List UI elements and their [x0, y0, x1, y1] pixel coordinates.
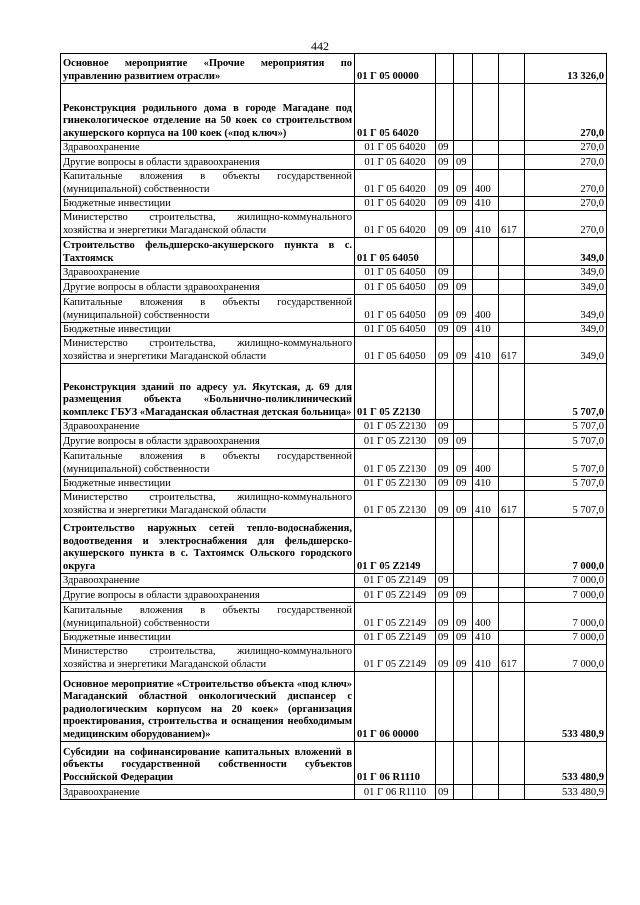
item-name: Здравоохранение — [61, 141, 355, 155]
section-code: 09 — [436, 434, 454, 449]
section-code: 09 — [436, 280, 454, 295]
table-row — [61, 295, 607, 323]
item-name: Субсидии на софинансирование капитальных вложений в объекты государственной собственности субъектов Российской Федерации — [61, 742, 355, 785]
target-article-code: 01 Г 05 Z2130 — [355, 477, 436, 491]
subsection-code — [454, 672, 473, 742]
table-row — [61, 266, 607, 280]
target-article-code: 01 Г 05 64050 — [355, 266, 436, 280]
target-article-code: 01 Г 05 64050 — [355, 337, 436, 364]
expense-type-code — [473, 420, 499, 434]
amount: 5 707,0 — [525, 449, 607, 477]
subsection-code: 09 — [454, 295, 473, 323]
amount: 5 707,0 — [525, 491, 607, 518]
subsection-code — [454, 84, 473, 141]
table-row — [61, 84, 607, 141]
subsection-code: 09 — [454, 197, 473, 211]
amount: 270,0 — [525, 211, 607, 238]
table-row — [61, 631, 607, 645]
expense-type-code: 410 — [473, 197, 499, 211]
item-name: Здравоохранение — [61, 420, 355, 434]
budget-table — [60, 53, 607, 800]
subsection-code — [454, 141, 473, 155]
target-article-code: 01 Г 05 Z2130 — [355, 420, 436, 434]
administrator-code — [499, 197, 525, 211]
section-code: 09 — [436, 170, 454, 197]
table-row — [61, 491, 607, 518]
administrator-code — [499, 518, 525, 574]
subsection-code: 09 — [454, 323, 473, 337]
section-code — [436, 364, 454, 420]
subsection-code: 09 — [454, 645, 473, 672]
target-article-code: 01 Г 05 Z2130 — [355, 449, 436, 477]
amount: 5 707,0 — [525, 364, 607, 420]
expense-type-code — [473, 54, 499, 84]
amount: 7 000,0 — [525, 518, 607, 574]
administrator-code — [499, 672, 525, 742]
administrator-code — [499, 266, 525, 280]
section-code: 09 — [436, 420, 454, 434]
administrator-code — [499, 54, 525, 84]
amount: 349,0 — [525, 238, 607, 266]
subsection-code — [454, 364, 473, 420]
section-code: 09 — [436, 337, 454, 364]
target-article-code: 01 Г 06 R1110 — [355, 785, 436, 800]
item-name: Основное мероприятие «Строительство объекта «под ключ» Магаданский областной онкологический диспансер с радиологическим корпусом на 20 коек» (организация проектирования, строительства и оснащения необходимым медицинским оборудованием)» — [61, 672, 355, 742]
section-code: 09 — [436, 211, 454, 238]
section-code: 09 — [436, 631, 454, 645]
table-row — [61, 574, 607, 588]
subsection-code: 09 — [454, 280, 473, 295]
subsection-code: 09 — [454, 588, 473, 603]
item-name: Здравоохранение — [61, 574, 355, 588]
administrator-code — [499, 785, 525, 800]
subsection-code — [454, 574, 473, 588]
administrator-code — [499, 742, 525, 785]
amount: 270,0 — [525, 155, 607, 170]
amount: 7 000,0 — [525, 631, 607, 645]
table-row — [61, 170, 607, 197]
table-row — [61, 603, 607, 631]
subsection-code: 09 — [454, 631, 473, 645]
expense-type-code: 410 — [473, 645, 499, 672]
section-code: 09 — [436, 588, 454, 603]
item-name: Другие вопросы в области здравоохранения — [61, 280, 355, 295]
target-article-code: 01 Г 05 Z2149 — [355, 603, 436, 631]
target-article-code: 01 Г 05 64020 — [355, 84, 436, 141]
amount: 349,0 — [525, 295, 607, 323]
amount: 270,0 — [525, 84, 607, 141]
administrator-code — [499, 574, 525, 588]
administrator-code — [499, 323, 525, 337]
table-row — [61, 280, 607, 295]
expense-type-code — [473, 238, 499, 266]
administrator-code — [499, 295, 525, 323]
item-name: Капитальные вложения в объекты государственной (муниципальной) собственности — [61, 170, 355, 197]
table-row — [61, 588, 607, 603]
subsection-code: 09 — [454, 155, 473, 170]
amount: 533 480,9 — [525, 742, 607, 785]
section-code: 09 — [436, 323, 454, 337]
target-article-code: 01 Г 05 64020 — [355, 170, 436, 197]
target-article-code: 01 Г 06 00000 — [355, 672, 436, 742]
table-row — [61, 477, 607, 491]
table-row — [61, 449, 607, 477]
item-name: Министерство строительства, жилищно-коммунального хозяйства и энергетики Магаданской области — [61, 211, 355, 238]
item-name: Министерство строительства, жилищно-коммунального хозяйства и энергетики Магаданской области — [61, 645, 355, 672]
section-code: 09 — [436, 266, 454, 280]
table-row — [61, 420, 607, 434]
administrator-code — [499, 420, 525, 434]
target-article-code: 01 Г 05 Z2130 — [355, 364, 436, 420]
amount: 349,0 — [525, 337, 607, 364]
page-number: 442 — [311, 39, 329, 53]
target-article-code: 01 Г 05 64020 — [355, 197, 436, 211]
amount: 533 480,9 — [525, 785, 607, 800]
table-row — [61, 742, 607, 785]
amount: 270,0 — [525, 197, 607, 211]
expense-type-code — [473, 155, 499, 170]
subsection-code — [454, 54, 473, 84]
expense-type-code: 400 — [473, 170, 499, 197]
subsection-code: 09 — [454, 603, 473, 631]
subsection-code: 09 — [454, 477, 473, 491]
expense-type-code: 400 — [473, 449, 499, 477]
expense-type-code — [473, 280, 499, 295]
amount: 13 326,0 — [525, 54, 607, 84]
amount: 349,0 — [525, 280, 607, 295]
target-article-code: 01 Г 05 64050 — [355, 238, 436, 266]
subsection-code — [454, 742, 473, 785]
item-name: Бюджетные инвестиции — [61, 631, 355, 645]
expense-type-code: 410 — [473, 491, 499, 518]
administrator-code: 617 — [499, 491, 525, 518]
administrator-code — [499, 170, 525, 197]
item-name: Реконструкция родильного дома в городе Магадане под гинекологическое отделение на 50 коек со строительством акушерского корпуса на 100 коек («под ключ») — [61, 84, 355, 141]
item-name: Капитальные вложения в объекты государственной (муниципальной) собственности — [61, 295, 355, 323]
expense-type-code — [473, 84, 499, 141]
section-code — [436, 742, 454, 785]
expense-type-code: 410 — [473, 477, 499, 491]
item-name: Здравоохранение — [61, 785, 355, 800]
expense-type-code: 410 — [473, 211, 499, 238]
table-row — [61, 672, 607, 742]
item-name: Другие вопросы в области здравоохранения — [61, 588, 355, 603]
item-name: Бюджетные инвестиции — [61, 477, 355, 491]
expense-type-code — [473, 364, 499, 420]
amount: 7 000,0 — [525, 574, 607, 588]
section-code: 09 — [436, 449, 454, 477]
amount: 533 480,9 — [525, 672, 607, 742]
subsection-code — [454, 518, 473, 574]
expense-type-code — [473, 266, 499, 280]
item-name: Бюджетные инвестиции — [61, 323, 355, 337]
section-code: 09 — [436, 603, 454, 631]
item-name: Строительство наружных сетей тепло-водоснабжения, водоотведения и электроснабжения для фельдшерско-акушерского пункта в с. Тахтоямск Ольского городского округа — [61, 518, 355, 574]
item-name: Другие вопросы в области здравоохранения — [61, 434, 355, 449]
target-article-code: 01 Г 05 Z2149 — [355, 518, 436, 574]
target-article-code: 01 Г 05 64020 — [355, 155, 436, 170]
section-code: 09 — [436, 141, 454, 155]
table-row — [61, 337, 607, 364]
section-code: 09 — [436, 295, 454, 323]
item-name: Министерство строительства, жилищно-коммунального хозяйства и энергетики Магаданской области — [61, 491, 355, 518]
administrator-code — [499, 280, 525, 295]
target-article-code: 01 Г 05 Z2149 — [355, 588, 436, 603]
section-code — [436, 672, 454, 742]
subsection-code: 09 — [454, 491, 473, 518]
administrator-code: 617 — [499, 645, 525, 672]
target-article-code: 01 Г 05 64050 — [355, 323, 436, 337]
subsection-code: 09 — [454, 434, 473, 449]
item-name: Бюджетные инвестиции — [61, 197, 355, 211]
administrator-code: 617 — [499, 211, 525, 238]
amount: 270,0 — [525, 170, 607, 197]
subsection-code: 09 — [454, 337, 473, 364]
target-article-code: 01 Г 05 Z2130 — [355, 491, 436, 518]
amount: 7 000,0 — [525, 645, 607, 672]
table-row — [61, 197, 607, 211]
section-code: 09 — [436, 645, 454, 672]
administrator-code — [499, 155, 525, 170]
item-name: Другие вопросы в области здравоохранения — [61, 155, 355, 170]
amount: 349,0 — [525, 323, 607, 337]
subsection-code: 09 — [454, 170, 473, 197]
subsection-code — [454, 785, 473, 800]
target-article-code: 01 Г 05 Z2149 — [355, 631, 436, 645]
item-name: Основное мероприятие «Прочие мероприятия по управлению развитием отрасли» — [61, 54, 355, 84]
table-row — [61, 518, 607, 574]
expense-type-code: 410 — [473, 631, 499, 645]
expense-type-code — [473, 588, 499, 603]
administrator-code — [499, 141, 525, 155]
target-article-code: 01 Г 05 Z2149 — [355, 574, 436, 588]
table-row — [61, 238, 607, 266]
amount: 349,0 — [525, 266, 607, 280]
section-code — [436, 84, 454, 141]
table-row — [61, 645, 607, 672]
amount: 5 707,0 — [525, 477, 607, 491]
subsection-code: 09 — [454, 449, 473, 477]
expense-type-code: 410 — [473, 337, 499, 364]
item-name: Капитальные вложения в объекты государственной (муниципальной) собственности — [61, 449, 355, 477]
target-article-code: 01 Г 05 64050 — [355, 280, 436, 295]
item-name: Капитальные вложения в объекты государственной (муниципальной) собственности — [61, 603, 355, 631]
table-row — [61, 364, 607, 420]
item-name: Министерство строительства, жилищно-коммунального хозяйства и энергетики Магаданской области — [61, 337, 355, 364]
administrator-code — [499, 477, 525, 491]
administrator-code — [499, 588, 525, 603]
expense-type-code — [473, 141, 499, 155]
expense-type-code — [473, 434, 499, 449]
table-row — [61, 211, 607, 238]
section-code — [436, 238, 454, 266]
expense-type-code — [473, 785, 499, 800]
target-article-code: 01 Г 05 64020 — [355, 211, 436, 238]
administrator-code: 617 — [499, 337, 525, 364]
amount: 5 707,0 — [525, 420, 607, 434]
amount: 7 000,0 — [525, 588, 607, 603]
subsection-code: 09 — [454, 211, 473, 238]
section-code: 09 — [436, 491, 454, 518]
administrator-code — [499, 238, 525, 266]
subsection-code — [454, 266, 473, 280]
table-row — [61, 141, 607, 155]
item-name: Реконструкция зданий по адресу ул. Якутская, д. 69 для размещения объекта «Больнично-поликлинический комплекс ГБУЗ «Магаданская областная детская больница» — [61, 364, 355, 420]
expense-type-code — [473, 672, 499, 742]
administrator-code — [499, 449, 525, 477]
section-code: 09 — [436, 574, 454, 588]
expense-type-code: 410 — [473, 323, 499, 337]
section-code: 09 — [436, 197, 454, 211]
target-article-code: 01 Г 05 64020 — [355, 141, 436, 155]
amount: 7 000,0 — [525, 603, 607, 631]
table-row — [61, 785, 607, 800]
item-name: Здравоохранение — [61, 266, 355, 280]
target-article-code: 01 Г 05 Z2130 — [355, 434, 436, 449]
target-article-code: 01 Г 05 64050 — [355, 295, 436, 323]
section-code — [436, 518, 454, 574]
table-row — [61, 323, 607, 337]
section-code: 09 — [436, 785, 454, 800]
expense-type-code — [473, 518, 499, 574]
target-article-code: 01 Г 05 00000 — [355, 54, 436, 84]
section-code: 09 — [436, 155, 454, 170]
section-code: 09 — [436, 477, 454, 491]
administrator-code — [499, 364, 525, 420]
amount: 5 707,0 — [525, 434, 607, 449]
expense-type-code — [473, 574, 499, 588]
amount: 270,0 — [525, 141, 607, 155]
target-article-code: 01 Г 05 Z2149 — [355, 645, 436, 672]
subsection-code — [454, 238, 473, 266]
administrator-code — [499, 631, 525, 645]
section-code — [436, 54, 454, 84]
expense-type-code: 400 — [473, 295, 499, 323]
item-name: Строительство фельдшерско-акушерского пункта в с. Тахтоямск — [61, 238, 355, 266]
administrator-code — [499, 434, 525, 449]
expense-type-code — [473, 742, 499, 785]
table-body — [61, 54, 607, 800]
table-row — [61, 155, 607, 170]
administrator-code — [499, 603, 525, 631]
table-row — [61, 54, 607, 84]
administrator-code — [499, 84, 525, 141]
table-row — [61, 434, 607, 449]
subsection-code — [454, 420, 473, 434]
expense-type-code: 400 — [473, 603, 499, 631]
target-article-code: 01 Г 06 R1110 — [355, 742, 436, 785]
